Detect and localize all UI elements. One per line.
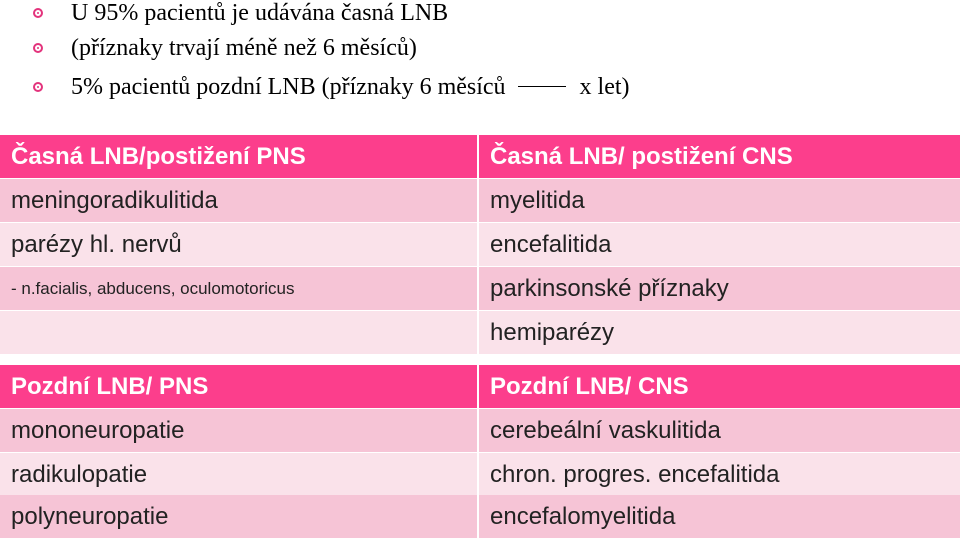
early-pns-cell: parézy hl. nervů xyxy=(0,223,477,266)
early-header-row xyxy=(0,135,960,178)
early-cns-header: Časná LNB/ postižení CNS xyxy=(479,135,960,178)
early-cns-cell: myelitida xyxy=(479,179,960,222)
bullet-text: (příznaky trvají méně než 6 měsíců) xyxy=(71,35,417,61)
late-cns-cell: cerebeální vaskulitida xyxy=(479,409,960,452)
late-cns-cell: encefalomyelitida xyxy=(479,495,960,538)
bullet-item-duration xyxy=(0,31,960,65)
early-pns-header: Časná LNB/postižení PNS xyxy=(0,135,477,178)
table-row xyxy=(0,453,960,496)
late-header-row xyxy=(0,365,960,408)
late-pns-cell: mononeuropatie xyxy=(0,409,477,452)
table-row xyxy=(0,179,960,222)
table-row xyxy=(0,495,960,538)
late-pns-cell: polyneuropatie xyxy=(0,495,477,538)
bullet-text: U 95% pacientů je udávána časná LNB xyxy=(71,0,449,26)
late-cns-cell: chron. progres. encefalitida xyxy=(479,453,960,496)
late-cns-header: Pozdní LNB/ CNS xyxy=(479,365,960,408)
bullet-item-early-share xyxy=(0,0,960,30)
early-cns-cell: encefalitida xyxy=(479,223,960,266)
bullet-item-late-share xyxy=(0,70,960,104)
early-cns-cell: parkinsonské příznaky xyxy=(479,267,960,310)
bullet-text xyxy=(71,70,630,104)
late-pns-header: Pozdní LNB/ PNS xyxy=(0,365,477,408)
early-cns-cell: hemiparézy xyxy=(479,311,960,354)
bullet-list xyxy=(0,0,960,120)
bullet-mark-icon xyxy=(33,82,43,92)
bullet-text-before: 5% pacientů pozdní LNB (příznaky 6 měsíců xyxy=(71,74,506,100)
early-pns-cell: meningoradikulitida xyxy=(0,179,477,222)
early-pns-cell xyxy=(0,311,477,354)
table-row xyxy=(0,223,960,266)
table-row xyxy=(0,267,960,310)
table-row xyxy=(0,409,960,452)
dash-line xyxy=(518,86,566,87)
late-pns-cell: radikulopatie xyxy=(0,453,477,496)
bullet-mark-icon xyxy=(33,8,43,18)
bullet-text-after: x let) xyxy=(579,74,630,100)
bullet-mark-icon xyxy=(33,43,43,53)
early-pns-cell: - n.facialis, abducens, oculomotoricus xyxy=(0,267,477,310)
table-row xyxy=(0,311,960,354)
